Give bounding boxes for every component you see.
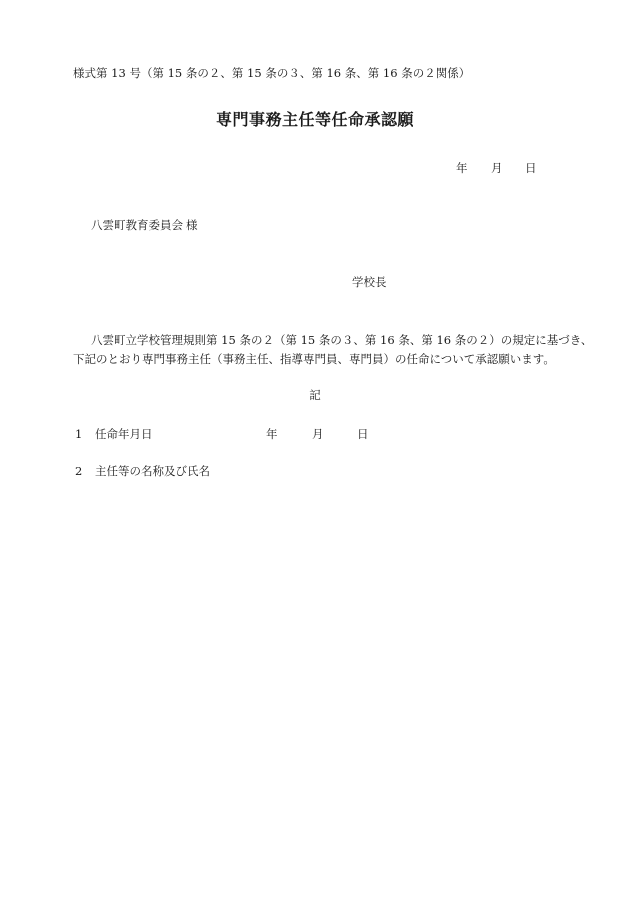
date-month-label: 月: [491, 161, 503, 175]
item-1-day-label: 日: [357, 427, 369, 441]
item-2-label: 主任等の名称及び氏名: [95, 464, 210, 478]
addressee-honorific: 様: [186, 218, 198, 232]
document-title: 専門事務主任等任命承認願: [215, 110, 414, 129]
ki-heading: 記: [309, 388, 321, 402]
item-1-label: 任命年月日: [95, 427, 153, 441]
addressee-name: 八雲町教育委員会: [91, 218, 183, 232]
date-day-label: 日: [525, 161, 537, 175]
item-1-month-label: 月: [312, 427, 324, 441]
form-number: 様式第 13 号（第 15 条の２、第 15 条の３、第 16 条、第 16 条の２関係）: [73, 66, 471, 80]
body-text-line-2: 下記のとおり専門事務主任（事務主任、指導専門員、専門員）の任命について承認願います。: [73, 352, 555, 366]
item-2-number: 2: [75, 464, 83, 478]
item-1-year-label: 年: [266, 427, 278, 441]
date-year-label: 年: [456, 161, 468, 175]
principal-label: 学校長: [352, 275, 387, 289]
body-text-line-1: 八雲町立学校管理規則第 15 条の２（第 15 条の３、第 16 条、第 16 条の２）の規定に基づき、: [91, 333, 593, 347]
item-1-number: 1: [75, 427, 83, 441]
